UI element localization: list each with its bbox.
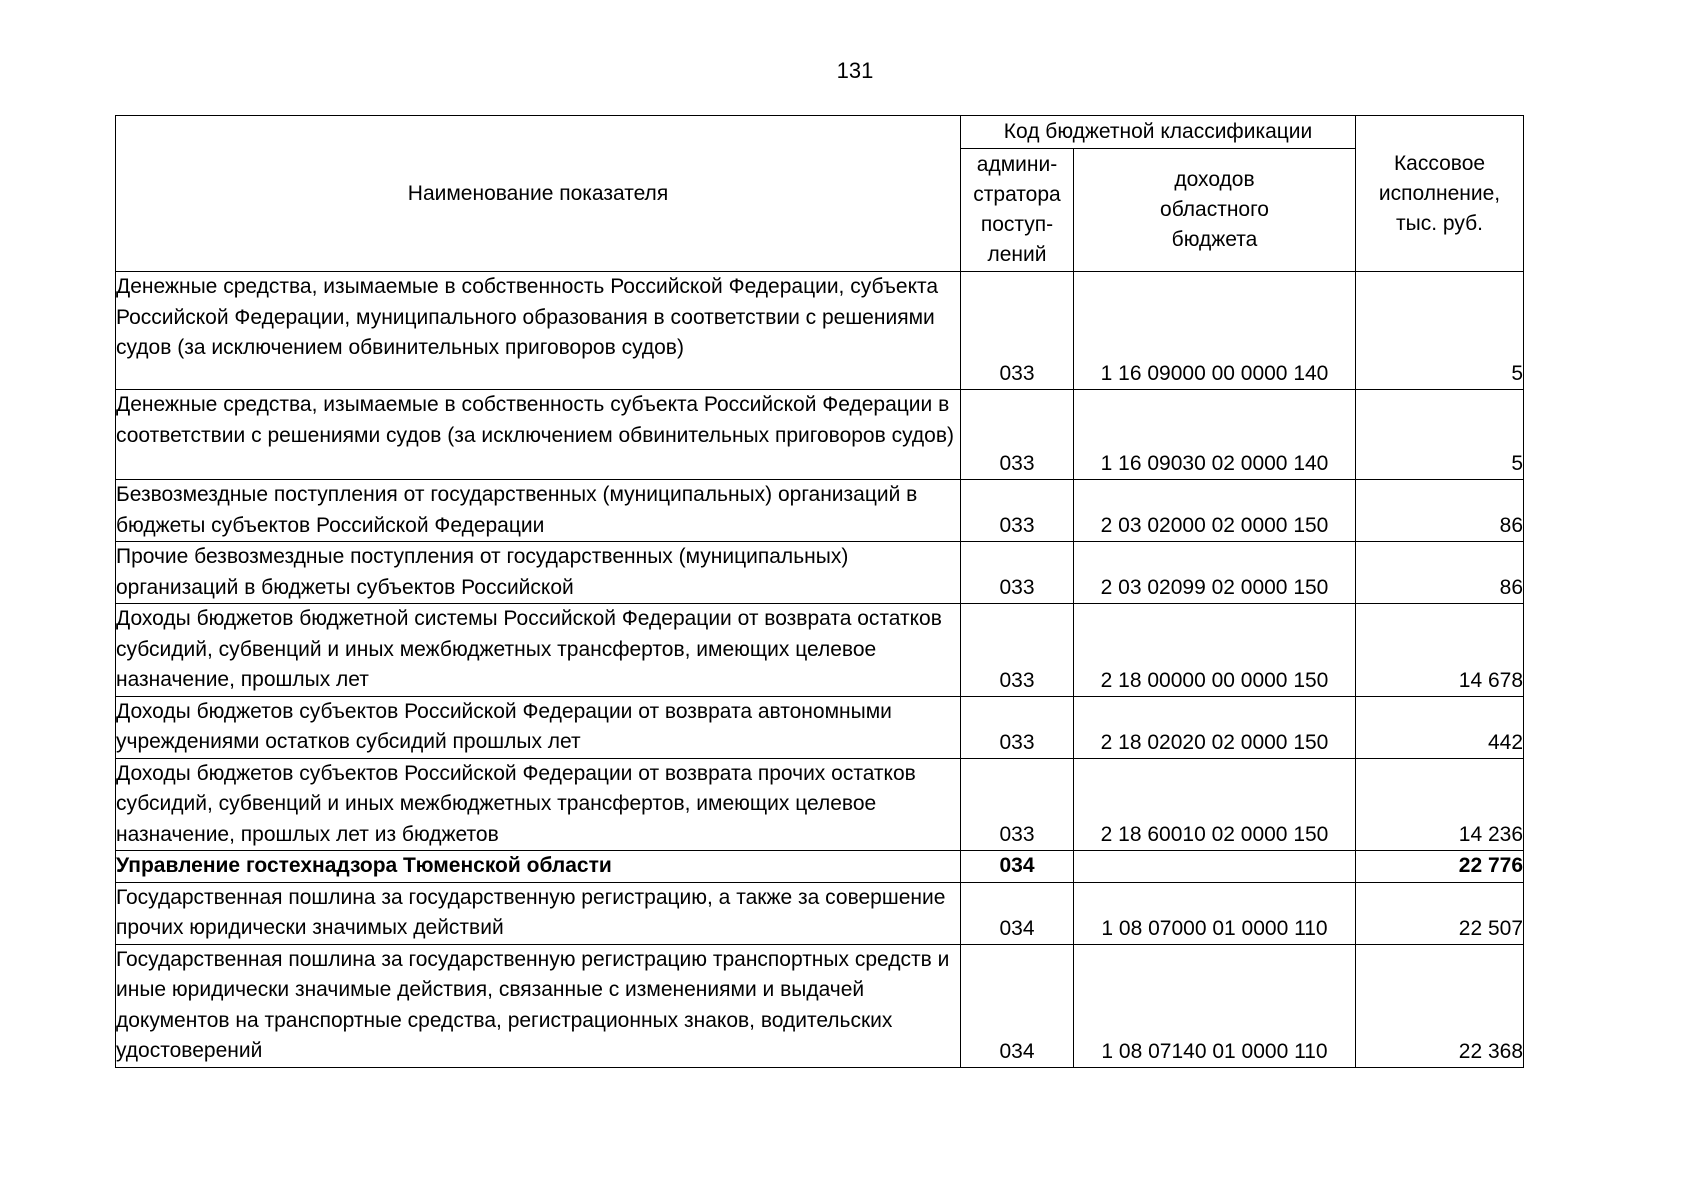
cash-execution-cell: 86 bbox=[1356, 480, 1524, 542]
table-header bbox=[116, 116, 1524, 272]
administrator-code-cell: 034 bbox=[961, 882, 1074, 944]
indicator-name-cell: Доходы бюджетов субъектов Российской Федерации от возврата прочих остатков субсидий, субвенций и иных межбюджетных трансфертов, имеющих целевое назначение, прошлых лет из бюджетов bbox=[116, 758, 961, 851]
revenue-code-cell: 2 18 02020 02 0000 150 bbox=[1074, 696, 1356, 758]
header-regional-budget-revenue-line: областного bbox=[1160, 198, 1269, 221]
indicator-name-cell: Денежные средства, изымаемые в собственность субъекта Российской Федерации в соответствии с решениями судов (за исключением обвинительных приговоров судов) bbox=[116, 390, 961, 480]
header-revenue-administrator-label bbox=[961, 150, 1073, 270]
header-regional-budget-revenue-label bbox=[1074, 165, 1355, 255]
indicator-name-cell: Прочие безвозмездные поступления от государственных (муниципальных) организаций в бюджеты субъектов Российской bbox=[116, 542, 961, 604]
administrator-code-cell: 033 bbox=[961, 390, 1074, 480]
revenue-code-cell: 1 16 09000 00 0000 140 bbox=[1074, 272, 1356, 390]
revenue-code-cell: 1 08 07140 01 0000 110 bbox=[1074, 944, 1356, 1067]
header-cash-execution-line: Кассовое bbox=[1393, 151, 1486, 175]
table-row bbox=[116, 882, 1524, 944]
header-revenue-administrator-line: админи- bbox=[976, 153, 1058, 176]
cash-execution-cell: 5 bbox=[1356, 272, 1524, 390]
header-cash-execution-label bbox=[1356, 149, 1523, 239]
revenue-code-cell: 1 08 07000 01 0000 110 bbox=[1074, 882, 1356, 944]
administrator-code-cell: 033 bbox=[961, 272, 1074, 390]
revenue-code-cell bbox=[1074, 851, 1356, 883]
header-cash-execution bbox=[1356, 116, 1524, 272]
administrator-code-cell: 033 bbox=[961, 696, 1074, 758]
header-revenue-administrator-line: стратора bbox=[973, 183, 1061, 206]
cash-execution-cell: 442 bbox=[1356, 696, 1524, 758]
table-row bbox=[116, 390, 1524, 480]
header-regional-budget-revenue-line: бюджета bbox=[1171, 228, 1258, 251]
indicator-name-cell: Безвозмездные поступления от государственных (муниципальных) организаций в бюджеты субъектов Российской Федерации bbox=[116, 480, 961, 542]
cash-execution-cell: 14 236 bbox=[1356, 758, 1524, 851]
indicator-name-cell: Государственная пошлина за государственную регистрацию, а также за совершение прочих юридически значимых действий bbox=[116, 882, 961, 944]
page-number: 131 bbox=[836, 58, 874, 83]
header-cash-execution-line: тыс. руб. bbox=[1396, 211, 1483, 235]
administrator-code-cell: 033 bbox=[961, 604, 1074, 697]
cash-execution-cell: 86 bbox=[1356, 542, 1524, 604]
revenue-code-cell: 2 18 60010 02 0000 150 bbox=[1074, 758, 1356, 851]
table-row bbox=[116, 480, 1524, 542]
header-revenue-administrator-line: лений bbox=[987, 243, 1047, 266]
header-cash-execution-line: исполнение, bbox=[1378, 181, 1501, 205]
table-row bbox=[116, 696, 1524, 758]
administrator-code-cell: 033 bbox=[961, 480, 1074, 542]
header-revenue-administrator-line: поступ- bbox=[980, 213, 1054, 236]
table-row bbox=[116, 944, 1524, 1067]
header-regional-budget-revenue-line: доходов bbox=[1174, 168, 1255, 191]
header-revenue-administrator bbox=[961, 149, 1074, 272]
cash-execution-cell: 5 bbox=[1356, 390, 1524, 480]
table-body bbox=[116, 272, 1524, 1068]
administrator-code-cell: 033 bbox=[961, 758, 1074, 851]
administrator-code-cell: 034 bbox=[961, 944, 1074, 1067]
cash-execution-cell: 14 678 bbox=[1356, 604, 1524, 697]
revenue-code-cell: 2 18 00000 00 0000 150 bbox=[1074, 604, 1356, 697]
table-row bbox=[116, 272, 1524, 390]
revenue-code-cell: 1 16 09030 02 0000 140 bbox=[1074, 390, 1356, 480]
indicator-name-cell: Доходы бюджетов бюджетной системы Российской Федерации от возврата остатков субсидий, субвенций и иных межбюджетных трансфертов, имеющих целевое назначение, прошлых лет bbox=[116, 604, 961, 697]
revenue-code-cell: 2 03 02099 02 0000 150 bbox=[1074, 542, 1356, 604]
table-row bbox=[116, 604, 1524, 697]
table-section-row bbox=[116, 851, 1524, 883]
header-indicator-name: Наименование показателя bbox=[116, 116, 961, 272]
table-row bbox=[116, 542, 1524, 604]
header-budget-classification-code: Код бюджетной классификации bbox=[961, 116, 1356, 149]
indicator-name-cell: Управление гостехнадзора Тюменской области bbox=[116, 851, 961, 883]
cash-execution-cell: 22 776 bbox=[1356, 851, 1524, 883]
administrator-code-cell: 033 bbox=[961, 542, 1074, 604]
revenue-code-cell: 2 03 02000 02 0000 150 bbox=[1074, 480, 1356, 542]
indicator-name-cell: Денежные средства, изымаемые в собственность Российской Федерации, субъекта Российской Федерации, муниципального образования в соответствии с решениями судов (за исключением обвинительных приговоров судов) bbox=[116, 272, 961, 390]
indicator-name-cell: Государственная пошлина за государственную регистрацию транспортных средств и иные юридически значимые действия, связанные с изменениями и выдачей документов на транспортные средства, регистрационных знаков, водительских удостоверений bbox=[116, 944, 961, 1067]
indicator-name-cell: Доходы бюджетов субъектов Российской Федерации от возврата автономными учреждениями остатков субсидий прошлых лет bbox=[116, 696, 961, 758]
header-regional-budget-revenue bbox=[1074, 149, 1356, 272]
cash-execution-cell: 22 368 bbox=[1356, 944, 1524, 1067]
administrator-code-cell: 034 bbox=[961, 851, 1074, 883]
cash-execution-cell: 22 507 bbox=[1356, 882, 1524, 944]
table-row bbox=[116, 758, 1524, 851]
budget-revenue-table bbox=[115, 115, 1524, 1068]
